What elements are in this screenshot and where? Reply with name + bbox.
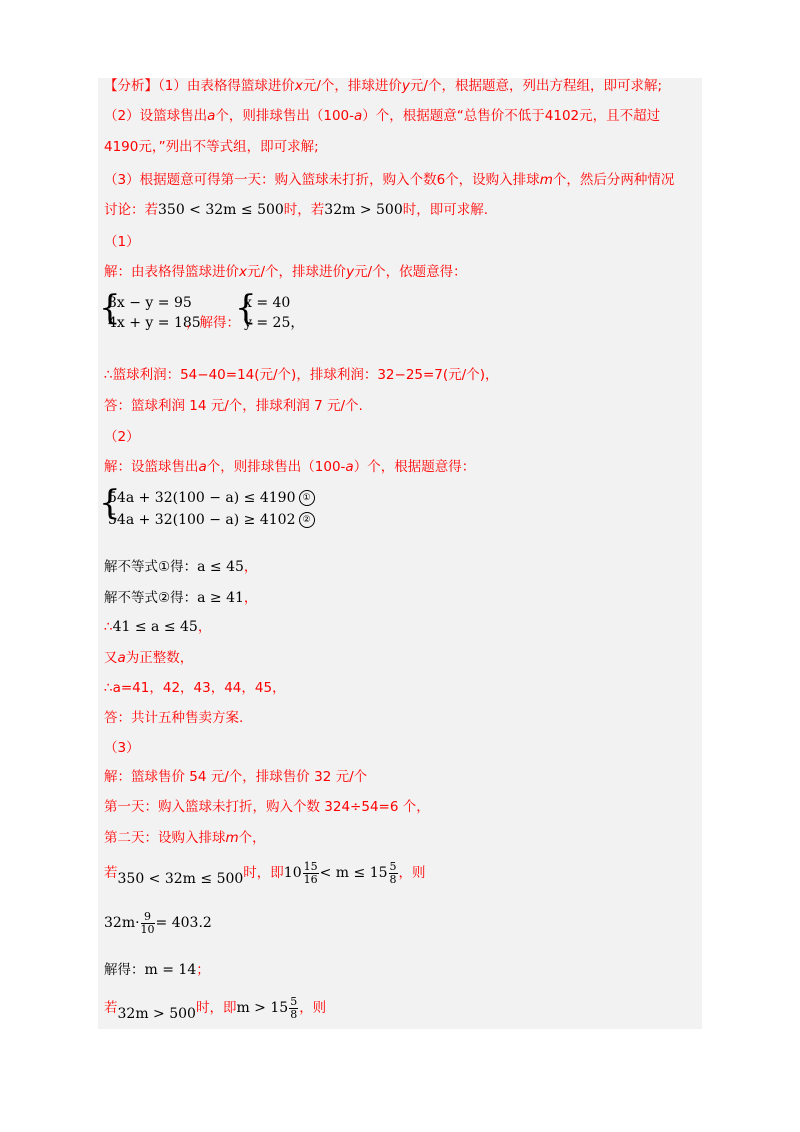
fraction: $\frac{5}{8}$: [389, 859, 397, 886]
part1-label: （1）: [104, 234, 140, 250]
fraction: $\frac{5}{8}$: [290, 994, 298, 1021]
equation-2: 4x + y = 185: [108, 315, 201, 331]
day2-line: 第二天：设购入排球m个，: [104, 830, 266, 846]
fraction: $\frac{9}{10}$: [140, 909, 155, 936]
profit-line: ∴篮球利润：54−40=14(元/个)，排球利润：32−25=7(元/个)，: [104, 367, 499, 383]
fraction: $\frac{15}{16}$: [303, 859, 318, 886]
analysis-line-1: 【分析】（1）由表格得篮球进价x元/个，排球进价y元/个，根据题意，列出方程组，即可求解;: [104, 78, 663, 94]
inequality-1: 54a + 32(100 − a) ≤ 4190 ①: [108, 489, 315, 507]
equation-1: 3x − y = 95: [108, 295, 192, 311]
math-expression: 32m > 500: [324, 202, 403, 218]
part1-answer: 答：篮球利润 14 元/个，排球利润 7 元/个.: [104, 398, 363, 414]
part3-label: （3）: [104, 740, 140, 756]
analysis-line-3: 4190元，”列出不等式组，即可求解;: [104, 139, 319, 155]
solve-inequality-1: 解不等式①得：a ≤ 45，: [104, 559, 258, 575]
price-line: 解：篮球售价 54 元/个，排球售价 32 元/个: [104, 769, 368, 785]
analysis-line-5: 讨论：若350 < 32m ≤ 500时，若32m > 500时，即可求解.: [104, 202, 489, 218]
analysis-line-2: （2）设篮球售出a个，则排球售出（100-a）个，根据题意“总售价不低于4102元，且不超过: [104, 108, 661, 124]
case1-line: 若350 < 32m ≤ 500时，即10 $\frac{15}{16}$ < m ≤ 15 $\frac{5}{8}$ ，则: [104, 859, 426, 887]
part2-intro: 解：设篮球售出a个，则排球售出（100-a）个，根据题意得：: [104, 459, 476, 475]
equation-line: 32m· $\frac{9}{10}$ = 403.2: [104, 909, 212, 936]
inequality-2: 54a + 32(100 − a) ≥ 4102 ②: [108, 511, 315, 529]
analysis-line-4: （3）根据题意可得第一天：购入篮球未打折，购入个数6个，设购入排球m个，然后分两种情况: [104, 172, 675, 188]
day1-line: 第一天：购入篮球未打折，购入个数 324÷54=6 个，: [104, 799, 430, 815]
case2-line: 若32m > 500时，即m > 15 $\frac{5}{8}$ ，则: [104, 994, 327, 1022]
math-expression: 350 < 32m ≤ 500: [158, 202, 284, 218]
solve-text: ，解得：: [186, 315, 240, 331]
solution-brace: {: [235, 288, 257, 328]
integer-line: 又a为正整数，: [104, 650, 194, 666]
analysis-heading: 【分析】: [104, 78, 158, 94]
part2-label: （2）: [104, 429, 140, 445]
equation-brace: {: [99, 288, 121, 328]
range-line: ∴41 ≤ a ≤ 45，: [104, 619, 212, 635]
inequality-brace: {: [99, 483, 121, 523]
part1-intro: 解：由表格得篮球进价x元/个，排球进价y元/个，依题意得：: [104, 264, 467, 280]
solution-2: y = 25: [244, 315, 291, 331]
part2-answer: 答：共计五种售卖方案.: [104, 710, 244, 726]
values-line: ∴a=41，42，43，44，45，: [104, 680, 286, 696]
solve-m-line: 解得：m = 14；: [104, 962, 210, 978]
solution-1: x = 40: [244, 295, 291, 311]
solve-inequality-2: 解不等式②得：a ≥ 41，: [104, 590, 258, 606]
